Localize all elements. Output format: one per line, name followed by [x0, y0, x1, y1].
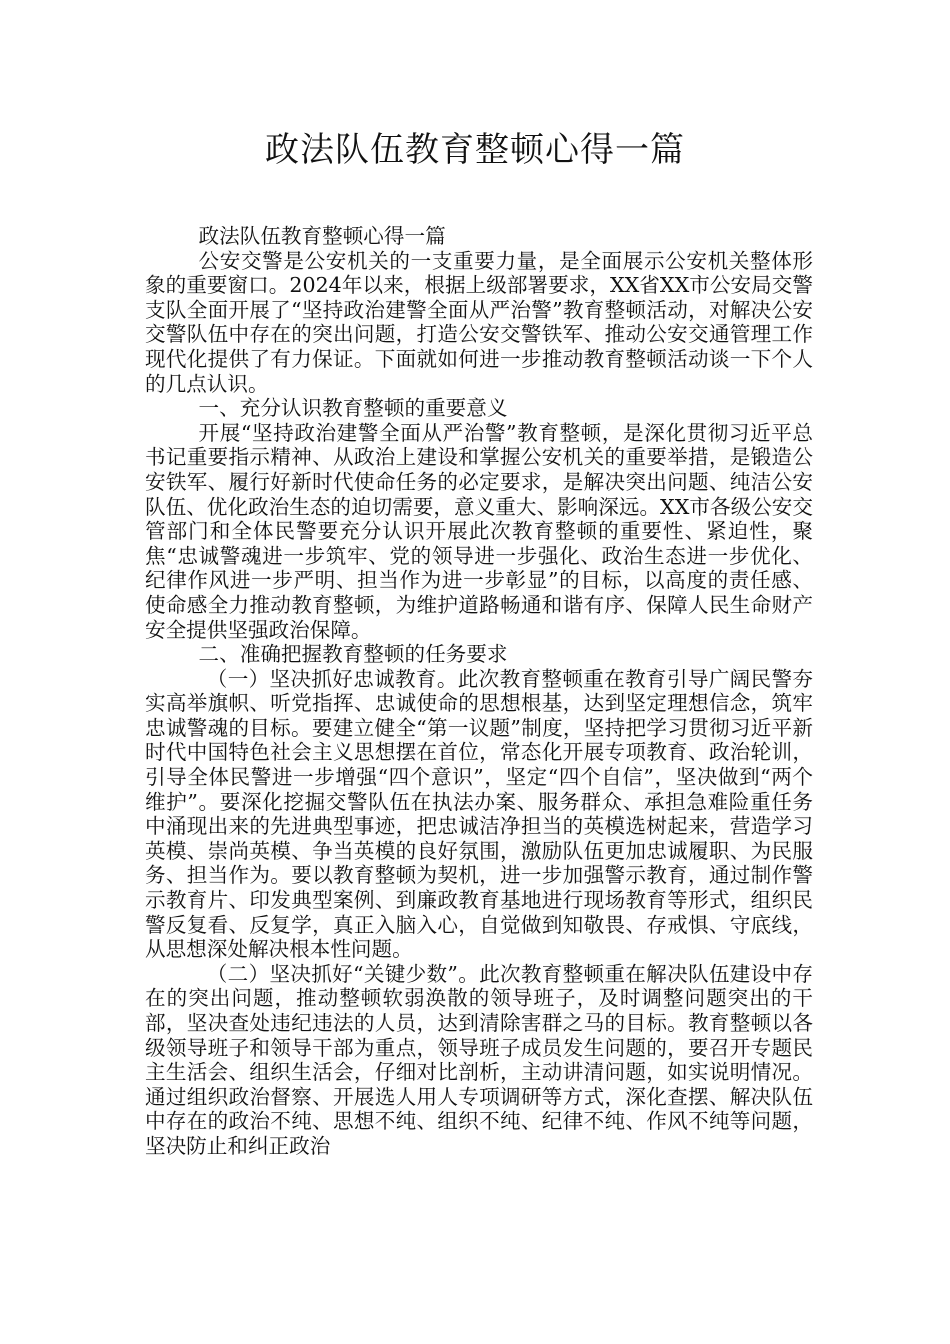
subsection-1-paragraph: （一）坚决抓好忠诚教育。此次教育整顿重在教育引导广阔民警夯实高举旗帜、听党指挥、忠诚使命的思想根基，达到坚定理想信念，筑牢忠诚警魂的目标。要建立健全“第一议题”制度，坚持把学习贯彻习近平新时代中国特色社会主义思想摆在首位，常态化开展专项教育、政治轮训，引导全体民警进一步增强“四个意识”，坚定“四个自信”，坚决做到“两个维护”。要深化挖掘交警队伍在执法办案、服务群众、承担急难险重任务中涌现出来的先进典型事迹，把忠诚洁净担当的英模选树起来，营造学习英模、崇尚英模、争当英模的良好氛围，激励队伍更加忠诚履职、为民服务、担当作为。要以教育整顿为契机，进一步加强警示教育，通过制作警示教育片、印发典型案例、到廉政教育基地进行现场教育等形式，组织民警反复看、反复学，真正入脑入心，自觉做到知敬畏、存戒惧、守底线，从思想深处解决根本性问题。	[145, 666, 813, 962]
document-body	[145, 224, 813, 1159]
section-1-paragraph: 开展“坚持政治建警全面从严治警”教育整顿，是深化贯彻习近平总书记重要指示精神、从政治上建设和掌握公安机关的重要举措，是锻造公安铁军、履行好新时代使命任务的必定要求，是解决突出问题、纯洁公安队伍、优化政治生态的迫切需要，意义重大、影响深远。XX市各级公安交管部门和全体民警要充分认识开展此次教育整顿的重要性、紧迫性，聚焦“忠诚警魂进一步筑牢、党的领导进一步强化、政治生态进一步优化、纪律作风进一步严明、担当作为进一步彰显”的目标，以高度的责任感、使命感全力推动教育整顿，为维护道路畅通和谐有序、保障人民生命财产安全提供坚强政治保障。	[145, 420, 813, 642]
body-heading-paragraph: 政法队伍教育整顿心得一篇	[198, 224, 446, 248]
intro-paragraph: 公安交警是公安机关的一支重要力量，是全面展示公安机关整体形象的重要窗口。2024年以来，根据上级部署要求，XX省XX市公安局交警支队全面开展了“坚持政治建警全面从严治警”教育整顿活动，对解决公安交警队伍中存在的突出问题，打造公安交警铁军、推动公安交通管理工作现代化提供了有力保证。下面就如何进一步推动教育整顿活动谈一下个人的几点认识。	[145, 248, 813, 396]
subsection-2-paragraph: （二）坚决抓好“关键少数”。此次教育整顿重在解决队伍建设中存在的突出问题，推动整顿软弱涣散的领导班子，及时调整问题突出的干部，坚决查处违纪违法的人员，达到清除害群之马的目标。教育整顿以各级领导班子和领导干部为重点，领导班子成员发生问题的，要召开专题民主生活会、组织生活会，仔细对比剖析，主动讲清问题，如实说明情况。通过组织政治督察、开展选人用人专项调研等方式，深化查摆、解决队伍中存在的政治不纯、思想不纯、组织不纯、纪律不纯、作风不纯等问题，坚决防止和纠正政治	[145, 961, 813, 1158]
document-title: 政法队伍教育整顿心得一篇	[265, 130, 685, 170]
section-heading-2: 二、准确把握教育整顿的任务要求	[198, 642, 508, 667]
section-heading-1: 一、充分认识教育整顿的重要意义	[198, 396, 508, 421]
